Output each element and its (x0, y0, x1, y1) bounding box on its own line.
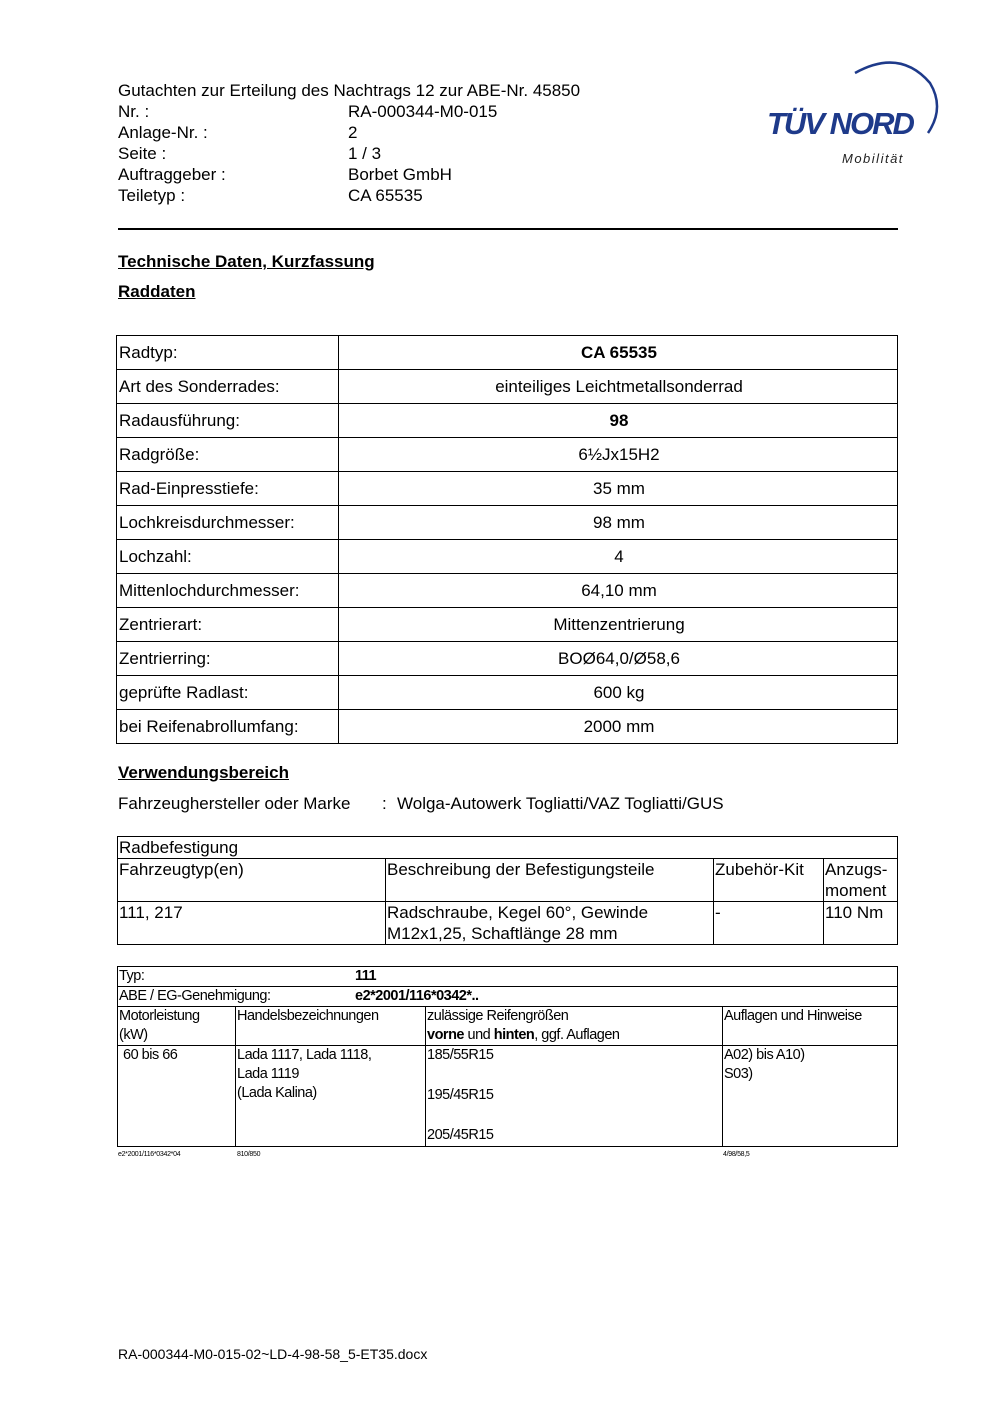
table-row (118, 1007, 898, 1046)
reifen-size: 185/55R15 (427, 1047, 494, 1063)
rad-label: Radtyp: (117, 336, 339, 370)
abe-value: e2*2001/116*0342*.. (355, 988, 479, 1004)
logo-subtitle: Mobilität (842, 151, 904, 166)
reifen-und: und (464, 1027, 494, 1043)
befestigung-title: Radbefestigung (118, 837, 898, 859)
abe-row (118, 987, 898, 1007)
header-motor-unit: (kW) (119, 1027, 148, 1043)
logo: TÜV NORD (767, 106, 913, 141)
header-motor (118, 1007, 236, 1046)
beschreibung-line: Radschraube, Kegel 60°, Gewinde (387, 903, 649, 922)
header-auflagen: Auflagen und Hinweise (723, 1007, 898, 1046)
table-row (117, 574, 898, 608)
befestigung-header: Anzugs-moment (824, 859, 898, 902)
reifen-vorne: vorne (427, 1027, 464, 1043)
table-row (118, 859, 898, 902)
table-row (117, 540, 898, 574)
raddaten-table (116, 335, 898, 744)
table-row (117, 506, 898, 540)
table-row (117, 642, 898, 676)
document-title: Gutachten zur Erteilung des Nachtrags 12 zur ABE-Nr. 45850 (118, 81, 581, 100)
header-value-seite: 1 / 3 (348, 144, 382, 163)
befestigung-typ: 111, 217 (118, 902, 386, 945)
header-label-nr: Nr. : (118, 102, 150, 121)
reifen-hinten: hinten (493, 1027, 535, 1043)
table-row (117, 438, 898, 472)
header-label-teiletyp: Teiletyp : (118, 186, 186, 205)
rad-label: Radgröße: (117, 438, 339, 472)
rad-value: 600 kg (339, 676, 898, 710)
rad-value: 64,10 mm (339, 574, 898, 608)
table-row (117, 710, 898, 744)
rad-value: 98 (339, 404, 898, 438)
row-motor: 60 bis 66 (118, 1046, 236, 1147)
rad-value: 4 (339, 540, 898, 574)
reifen-size: 205/45R15 (427, 1127, 494, 1143)
row-reifen (426, 1046, 723, 1147)
rad-label: Lochkreisdurchmesser: (117, 506, 339, 540)
rad-label: Rad-Einpresstiefe: (117, 472, 339, 506)
rad-label: Radausführung: (117, 404, 339, 438)
header-handel: Handelsbezeichnungen (236, 1007, 426, 1046)
table-row (117, 676, 898, 710)
befestigung-moment: 110 Nm (824, 902, 898, 945)
typ-label: Typ: (119, 968, 145, 984)
hersteller-separator: : (382, 794, 387, 813)
header-reifen-line2 (427, 1026, 721, 1045)
section-raddaten: Raddaten (118, 282, 196, 301)
abe-label: ABE / EG-Genehmigung: (119, 988, 271, 1004)
header-label-seite: Seite : (118, 144, 167, 163)
befestigung-beschreibung (386, 902, 714, 945)
rad-value: Mittenzentrierung (339, 608, 898, 642)
header-divider (118, 228, 898, 230)
typ-row (118, 967, 898, 987)
header-value-teiletyp: CA 65535 (348, 186, 423, 205)
rad-value: BOØ64,0/Ø58,6 (339, 642, 898, 676)
beschreibung-line: M12x1,25, Schaftlänge 28 mm (387, 924, 618, 943)
rad-label: Mittenlochdurchmesser: (117, 574, 339, 608)
handel-line: Lada 1119 (237, 1066, 299, 1082)
hersteller-label: Fahrzeughersteller oder Marke (118, 794, 351, 813)
rad-value: CA 65535 (339, 336, 898, 370)
befestigung-header: Beschreibung der Befestigungsteile (386, 859, 714, 902)
handel-line: (Lada Kalina) (237, 1085, 317, 1101)
rad-value: 2000 mm (339, 710, 898, 744)
table-row (117, 370, 898, 404)
table-row (118, 837, 898, 859)
typ-table (117, 966, 898, 1147)
tiny-code-left: e2*2001/116*0342*04 (118, 1151, 181, 1158)
rad-value: einteiliges Leichtmetallsonderrad (339, 370, 898, 404)
header-reifen-line: zulässige Reifengrößen (427, 1008, 569, 1024)
row-handel (236, 1046, 426, 1147)
header-motor-line: Motorleistung (119, 1008, 200, 1024)
typ-value: 111 (355, 968, 377, 984)
rad-label: geprüfte Radlast: (117, 676, 339, 710)
table-row (118, 902, 898, 945)
befestigung-kit: - (714, 902, 824, 945)
rad-label: Zentrierring: (117, 642, 339, 676)
rad-value: 6½Jx15H2 (339, 438, 898, 472)
table-row (118, 987, 898, 1007)
row-auflagen (723, 1046, 898, 1147)
auflagen-line: A02) bis A10) (724, 1047, 805, 1063)
header-label-auftraggeber: Auftraggeber : (118, 165, 226, 184)
footer-filename: RA-000344-M0-015-02~LD-4-98-58_5-ET35.docx (118, 1346, 428, 1362)
section-tech: Technische Daten, Kurzfassung (118, 252, 375, 271)
table-row (117, 472, 898, 506)
auflagen-line: S03) (724, 1066, 753, 1082)
table-row (117, 404, 898, 438)
rad-value: 98 mm (339, 506, 898, 540)
reifen-size: 195/45R15 (427, 1087, 494, 1103)
table-row (118, 1046, 898, 1147)
table-row (117, 336, 898, 370)
befestigung-table (117, 836, 898, 945)
header-label-anlage: Anlage-Nr. : (118, 123, 208, 142)
handel-line: Lada 1117, Lada 1118, (237, 1047, 372, 1063)
header-value-anlage: 2 (348, 123, 358, 142)
reifen-rest: , ggf. Auflagen (534, 1027, 620, 1043)
rad-label: Zentrierart: (117, 608, 339, 642)
rad-value: 35 mm (339, 472, 898, 506)
hersteller-value: Wolga-Autowerk Togliatti/VAZ Togliatti/GUS (397, 794, 724, 813)
header-reifen (426, 1007, 723, 1046)
rad-label: bei Reifenabrollumfang: (117, 710, 339, 744)
header-value-nr: RA-000344-M0-015 (348, 102, 498, 121)
header-value-auftraggeber: Borbet GmbH (348, 165, 452, 184)
befestigung-header: Zubehör-Kit (714, 859, 824, 902)
tiny-code-right: 4/98/58,5 (723, 1151, 750, 1158)
table-row (118, 967, 898, 987)
befestigung-header: Fahrzeugtyp(en) (118, 859, 386, 902)
rad-label: Art des Sonderrades: (117, 370, 339, 404)
rad-label: Lochzahl: (117, 540, 339, 574)
table-row (117, 608, 898, 642)
tiny-code-mid: 810/850 (237, 1151, 261, 1158)
section-verwendung: Verwendungsbereich (118, 763, 289, 782)
